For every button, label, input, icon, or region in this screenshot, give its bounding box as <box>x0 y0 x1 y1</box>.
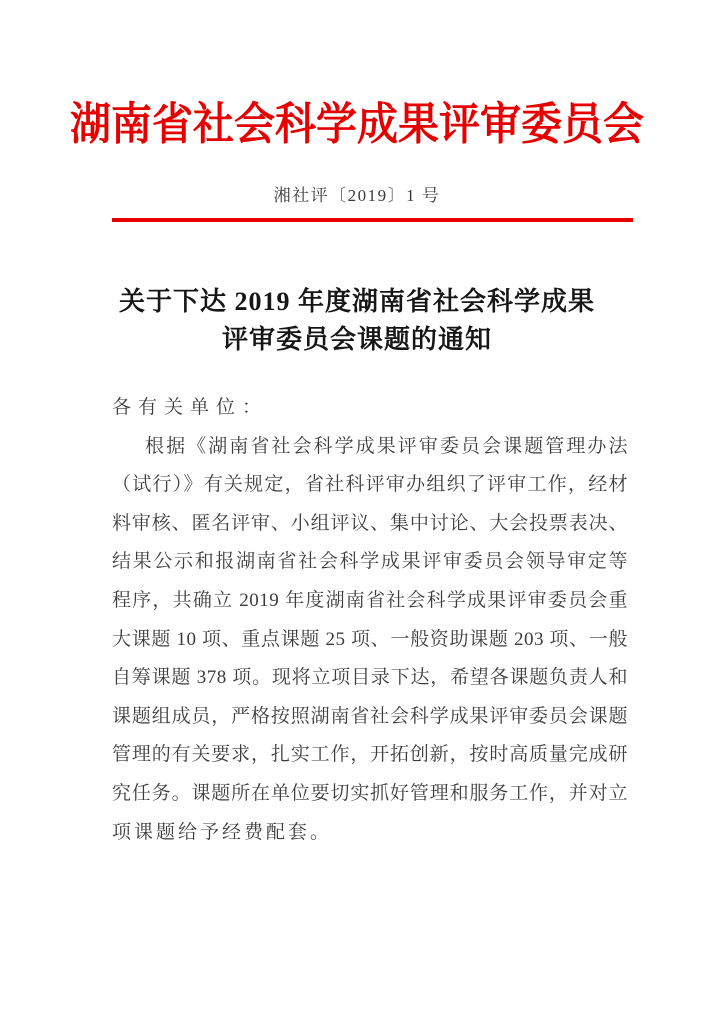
body-line: 管理的有关要求，扎实工作，开拓创新，按时高质量完成研 <box>112 744 628 766</box>
body-paragraph <box>112 428 628 853</box>
body-line: 结果公示和报湖南省社会科学成果评审委员会领导审定等 <box>112 551 628 573</box>
doc-number: 湘社评〔2019〕1 号 <box>273 186 441 205</box>
body-line: 根据《湖南省社会科学成果评审委员会课题管理办法 <box>145 435 628 457</box>
notice-title-line1: 关于下达 2019 年度湖南省社会科学成果 <box>118 287 595 316</box>
body-line: 大课题 10 项、重点课题 25 项、一般资助课题 203 项、一般 <box>112 628 628 650</box>
body-line: 项课题给予经费配套。 <box>112 821 333 843</box>
org-header-title: 湖南省社会科学成果评审委员会 <box>70 99 644 149</box>
salutation: 各有关单位： <box>112 397 269 418</box>
body-line: （试行）》有关规定，省社科评审办组织了评审工作，经材 <box>112 474 628 496</box>
notice-title-line2: 评审委员会课题的通知 <box>221 325 492 354</box>
red-divider-line <box>112 218 633 222</box>
body-line: 料审核、匿名评审、小组评议、集中讨论、大会投票表决、 <box>112 512 628 534</box>
notice-title <box>0 283 714 359</box>
body-line: 自筹课题 378 项。现将立项目录下达，希望各课题负责人和 <box>112 667 628 689</box>
body-line: 究任务。课题所在单位要切实抓好管理和服务工作，并对立 <box>112 782 628 804</box>
body-line: 课题组成员，严格按照湖南省社会科学成果评审委员会课题 <box>112 705 628 727</box>
letter-body <box>112 389 628 852</box>
body-line: 程序，共确立 2019 年度湖南省社会科学成果评审委员会重 <box>112 589 628 611</box>
